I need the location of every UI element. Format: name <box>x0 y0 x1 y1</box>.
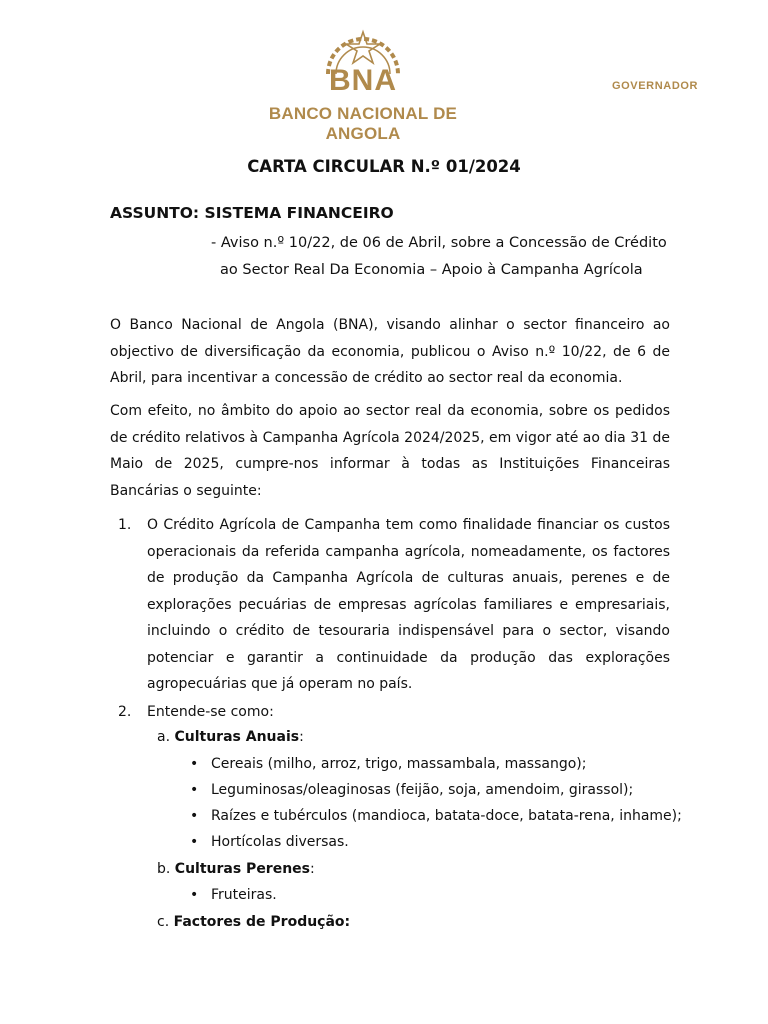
paragraph-intro: O Banco Nacional de Angola (BNA), visando alinhar o sector financeiro ao objectivo de diversificação da economia, publicou o Aviso n.º 10/22, de 6 de Abril, para incentivar a concessão de crédito ao sector real da economia. <box>110 317 670 386</box>
paragraph-context: Com efeito, no âmbito do apoio ao sector real da economia, sobre os pedidos de crédito relativos à Campanha Agrícola 2024/2025, em vigor até ao dia 31 de Maio de 2025, cumpre-nos informar à todas as Instituições Financeiras Bancárias o seguinte: <box>110 403 670 499</box>
list-number: 1. <box>118 517 132 533</box>
bullet-glyph: • <box>190 782 199 798</box>
sublist-label: Culturas Anuais <box>174 729 300 745</box>
bullet-glyph: • <box>190 887 199 903</box>
sublist-item-annual-crops <box>157 724 304 751</box>
subject-line-2: ao Sector Real Da Economia – Apoio à Campanha Agrícola <box>220 262 643 278</box>
bullet-glyph: • <box>190 834 199 850</box>
bullet-text: Cereais (milho, arroz, trigo, massambala, massango); <box>211 756 587 772</box>
bullet-glyph: • <box>190 808 199 824</box>
subject-heading: ASSUNTO: SISTEMA FINANCEIRO <box>110 204 394 222</box>
sublist-label: Culturas Perenes <box>174 861 311 877</box>
document-title: CARTA CIRCULAR N.º 01/2024 <box>247 157 521 176</box>
list-number: 2. <box>118 704 132 720</box>
sublist-suffix: : <box>310 861 315 877</box>
bank-acronym: BNA <box>329 64 397 97</box>
bullet-text: Fruteiras. <box>211 887 277 903</box>
bullet-text: Raízes e tubérculos (mandioca, batata-doce, batata-rena, inhame); <box>211 808 682 824</box>
bank-logo <box>258 18 468 143</box>
list-item-text: Entende-se como: <box>147 704 274 720</box>
sublist-letter: b. <box>157 861 175 877</box>
subject-line-1: - Aviso n.º 10/22, de 06 de Abril, sobre a Concessão de Crédito <box>211 235 667 251</box>
sublist-letter: c. <box>157 914 174 930</box>
sublist-label: Factores de Produção: <box>173 914 351 930</box>
office-label: GOVERNADOR <box>612 80 699 92</box>
list-item-text: O Crédito Agrícola de Campanha tem como finalidade financiar os custos operacionais da referida campanha agrícola, nomeadamente, os factores de produção da Campanha Agrícola de culturas anuais, perenes e de explorações pecuárias de empresas agrícolas familiares e empresariais, incluindo o crédito de tesouraria indispensável para o sector, visando potenciar e garantir a continuidade da produção das explorações agropecuárias que já operam no país. <box>147 517 670 692</box>
sublist-suffix: : <box>299 729 304 745</box>
sublist-letter: a. <box>157 729 175 745</box>
bank-name: BANCO NACIONAL DE ANGOLA <box>268 104 458 143</box>
sublist-item-production-factors <box>157 909 350 936</box>
sublist-item-perennial-crops <box>157 856 315 883</box>
bullet-text: Leguminosas/oleaginosas (feijão, soja, amendoim, girassol); <box>211 782 634 798</box>
bullet-glyph: • <box>190 756 199 772</box>
bullet-text: Hortícolas diversas. <box>211 834 349 850</box>
